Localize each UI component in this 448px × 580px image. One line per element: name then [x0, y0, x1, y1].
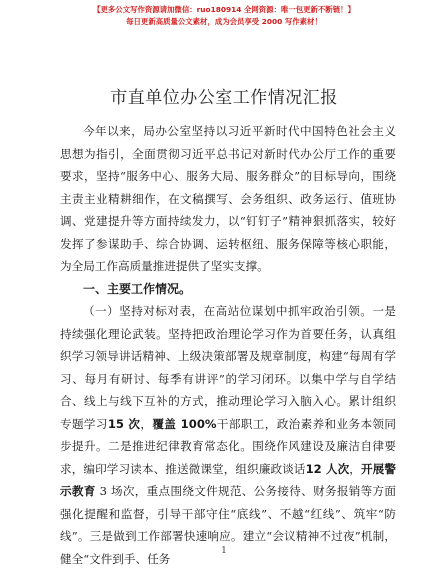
banner-line-1: 【更多公文写作资源请加微信：ruo180914 全网资源：唯一包更新不断链！】: [93, 5, 355, 14]
paragraph-text: 3 场次，重点围绕文件规范、公务接待、财务报销等方面强化提醒和监督，引导干部守住“底线”、不越“红线”、筑牢“防线”。三是做到工作部署快速响应。建立“会议精神不过夜”机制，健全“文件到手、任务: [60, 484, 396, 566]
document-body: [60, 120, 396, 570]
bold-figure: 覆盖 100%: [152, 416, 217, 431]
promo-banner: [0, 4, 448, 27]
intro-paragraph: 今年以来，局办公室坚持以习近平新时代中国特色社会主义思想为指引，全面贯彻习近平总书记对新时代办公厅工作的重要要求，坚持“服务中心、服务大局、服务群众”的目标导向，围绕主责主业精耕细作，在文稿撰写、会务组织、政务运行、值班协调、党建提升等方面持续发力，以“钉钉子”精神狠抓落实，较好发挥了参谋助手、综合协调、运转枢纽、服务保障等核心职能，为全局工作高质量推进提供了坚实支撑。: [60, 124, 396, 273]
paragraph-text: ，: [140, 416, 153, 431]
bold-figure: 12 人次: [305, 461, 350, 476]
paragraph-text: （一）坚持对标对表，在高站位谋划中抓牢政治引领。一是持续强化理论武装。坚持把政治理论学习作为首要任务，认真组织学习领导讲话精神、上级决策部署及规章制度，构建“每周有学习、每月有研讨、每季有讲评”的学习闭环。以集中学与自学结合、线上与线下互补的方式，推动理论学习入脑入心。累计组织专题学习: [60, 304, 396, 431]
bold-figure: 开展警示教育: [60, 461, 396, 498]
bold-figure: 15 次: [107, 416, 141, 431]
paragraph-text: 干部职工，政治素养和业务本领同步提升。二是推进纪律教育常态化。围绕作风建设及廉洁自律要求，编印学习读本、推送微课堂，组织廉政谈话: [60, 416, 396, 476]
banner-line-2: 每日更新高质量公文素材，成为会员享受 2000 写作素材！: [126, 17, 322, 26]
work-paragraph: [60, 300, 396, 570]
document-title: 市直单位办公室工作情况汇报: [110, 88, 338, 108]
section-heading: 一、主要工作情况。: [83, 281, 192, 296]
page-number: 1: [221, 546, 227, 556]
paragraph-text: ，: [349, 461, 361, 476]
